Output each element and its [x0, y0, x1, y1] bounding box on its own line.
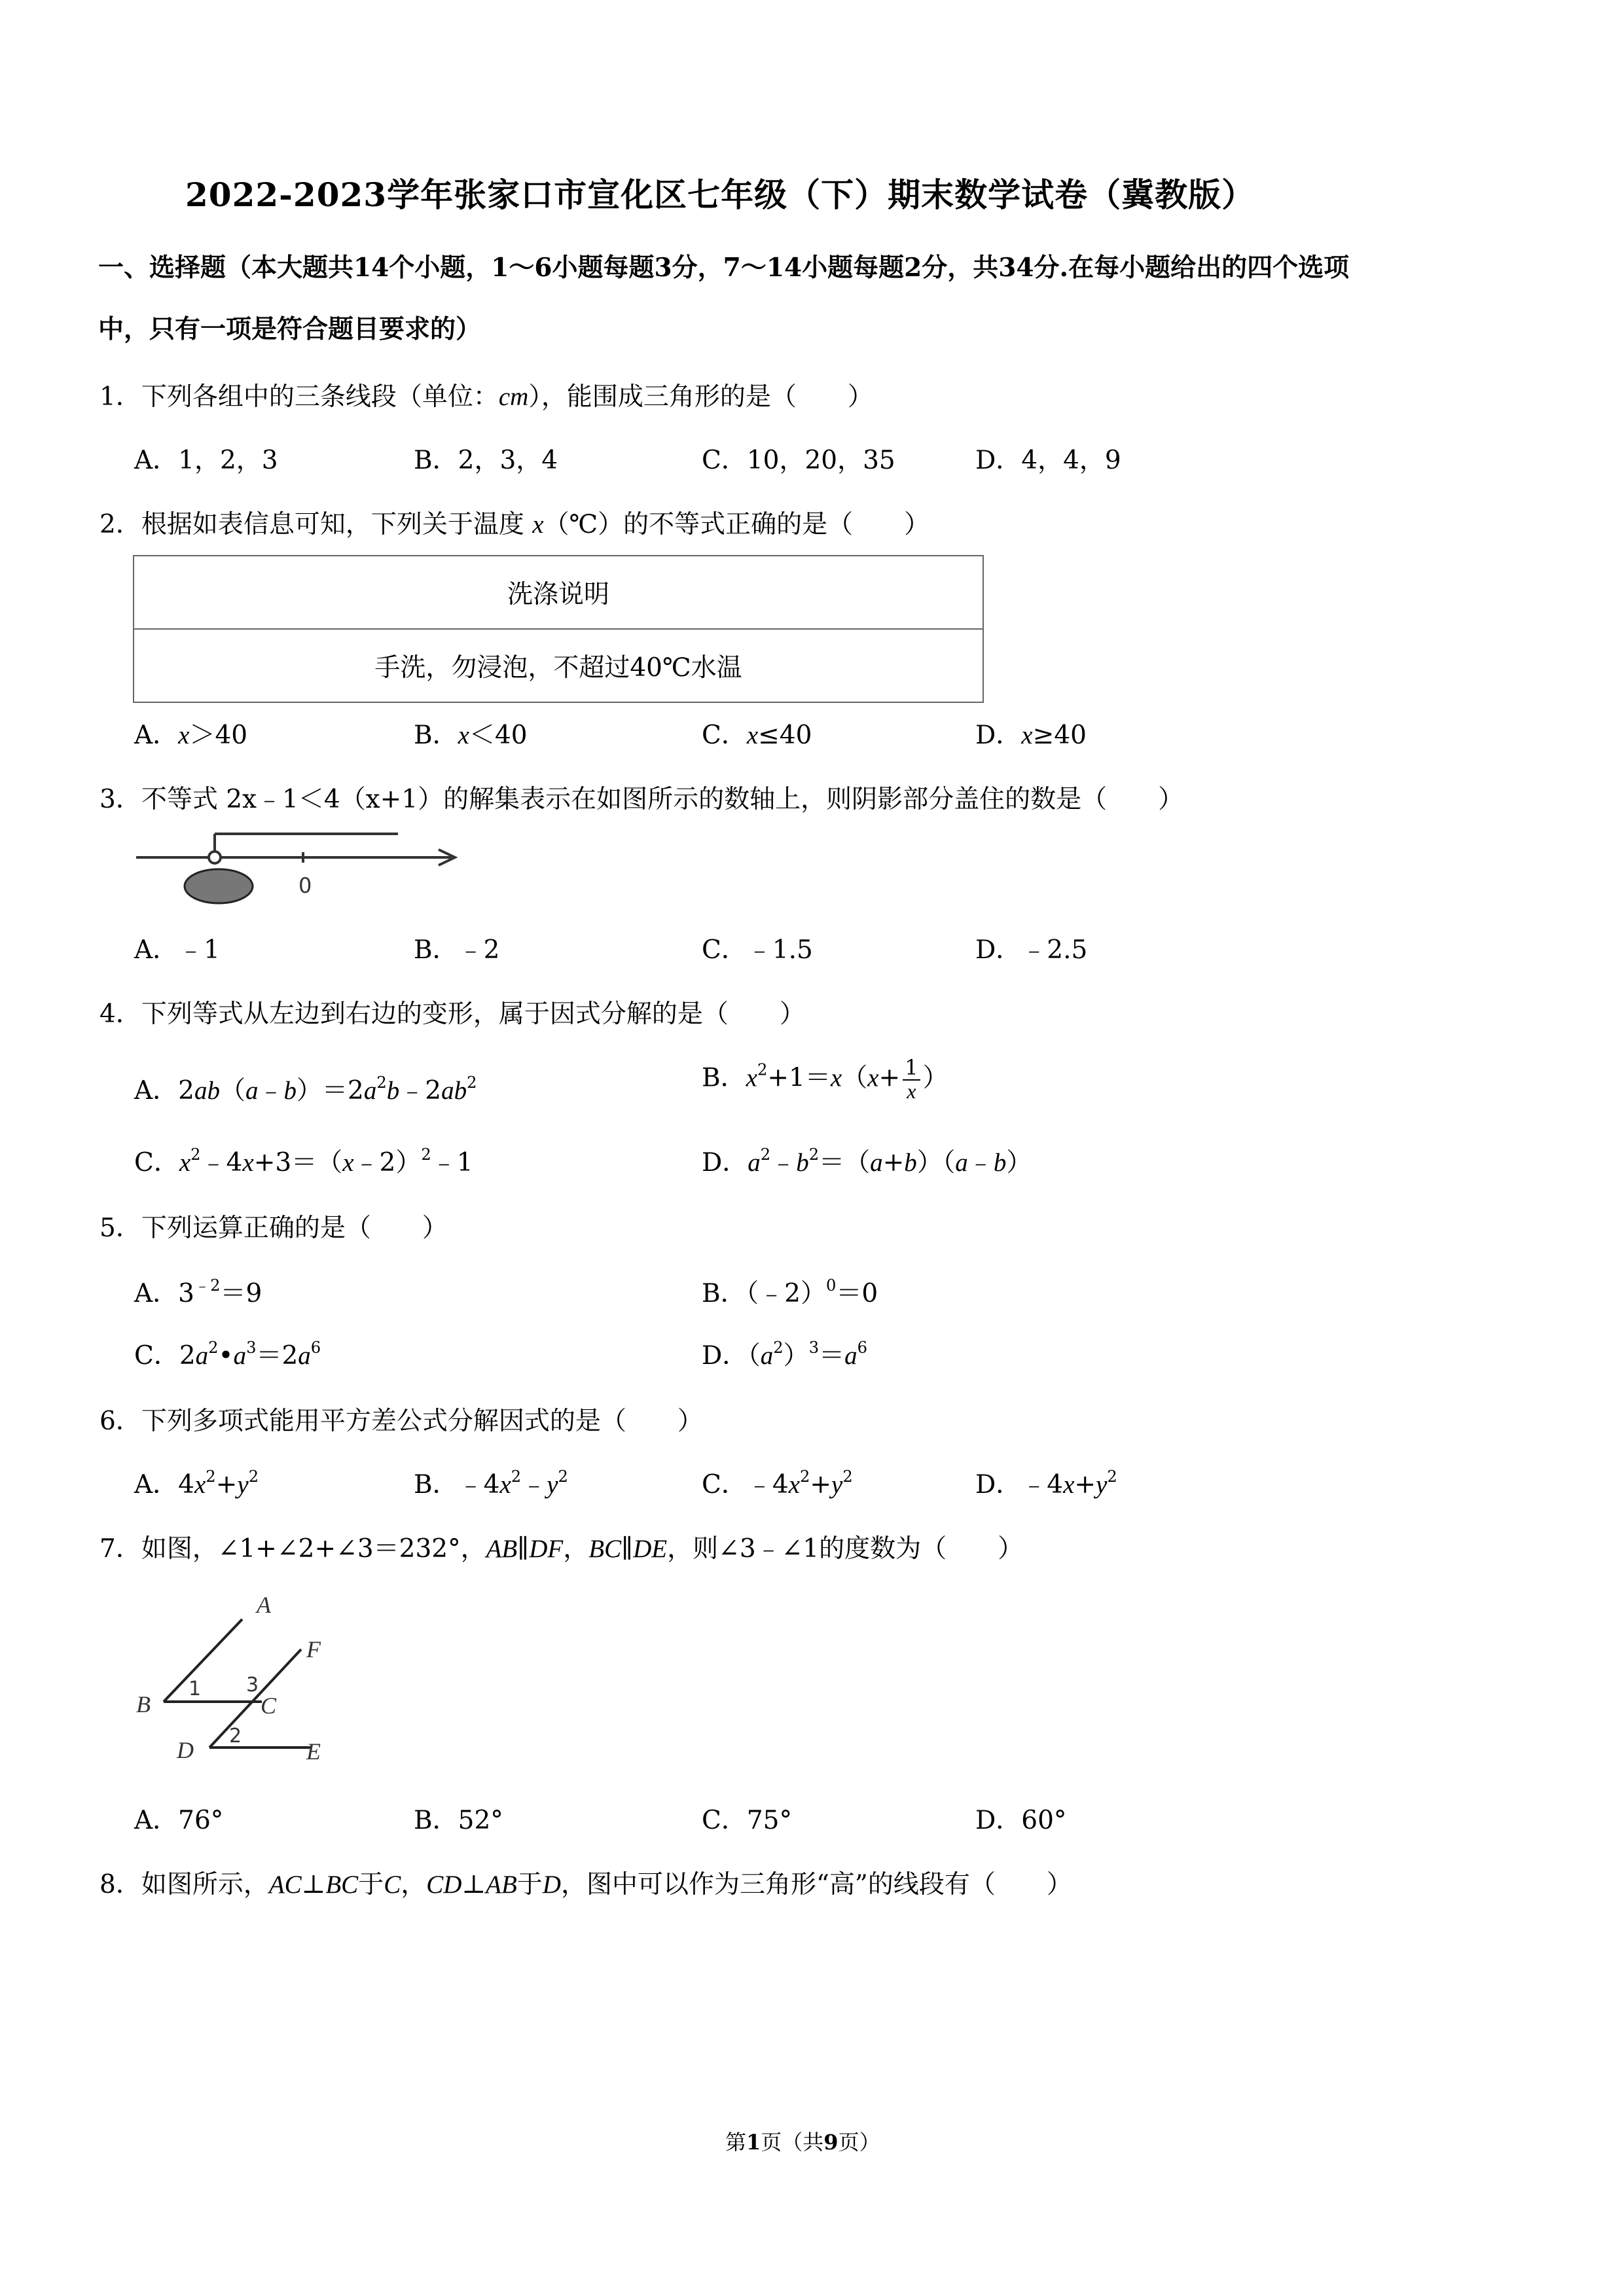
fraction-1-over-x: $\frac{1}{x}$: [903, 1057, 920, 1102]
open-circle: [209, 852, 221, 863]
q7-option-c: C．75°: [702, 1806, 792, 1835]
q4-option-a: A．$2ab(a﹣b)=2a^2b﹣2ab^2$: [134, 1073, 477, 1105]
q1-option-b: B．2，3，4: [414, 446, 558, 475]
page-title: 2022-2023学年张家口市宣化区七年级（下）期末数学试卷（冀教版）: [185, 175, 1255, 214]
question-8-stem: 8．如图所示，AC⊥BC于C，CD⊥AB于D，图中可以作为三角形“高”的线段有（ ）: [99, 1870, 1072, 1899]
line-ab: [164, 1619, 242, 1702]
q5-option-a: A．$3^{﹣2}=9$: [134, 1276, 262, 1308]
point-c-label: C: [261, 1693, 277, 1719]
q7-option-b: B．52°: [414, 1806, 503, 1835]
q3-option-d: D．﹣2.5: [975, 935, 1088, 965]
q4-option-b: B．$x^2+1=x(x+$ $\frac{1}{x}$ ）: [702, 1055, 948, 1103]
parallel-lines-figure: [124, 1584, 347, 1774]
q5-option-b: B．（﹣2）$^0$＝0: [702, 1276, 878, 1308]
q4-option-d: D．$a^2﹣b^2=(a+b)(a﹣b)$: [702, 1145, 1032, 1177]
table-body-cell: 手洗，勿浸泡，不超过40℃水温: [134, 629, 983, 702]
q5-option-d: D．$(a^2)^3=a^6$: [702, 1338, 867, 1371]
q6-option-b: B．$﹣4x^2﹣y^2$: [414, 1467, 568, 1499]
point-f-label: F: [306, 1636, 321, 1662]
q6-option-d: D．$﹣4x+y^2$: [975, 1467, 1117, 1499]
q1-option-c: C．10，20，35: [702, 446, 895, 475]
question-5-stem: 5．下列运算正确的是（ ）: [99, 1213, 448, 1243]
question-1-stem: 1．下列各组中的三条线段（单位：cm），能围成三角形的是（ ）: [99, 382, 873, 412]
table-header-cell: 洗涤说明: [134, 556, 983, 629]
q7-option-a: A．76°: [134, 1806, 224, 1835]
question-6-stem: 6．下列多项式能用平方差公式分解因式的是（ ）: [99, 1407, 703, 1436]
angle-3-label: 3: [246, 1674, 259, 1696]
q7-option-d: D．60°: [975, 1806, 1067, 1835]
question-3-stem: 3．不等式 2x﹣1＜4（x+1）的解集表示在如图所示的数轴上，则阴影部分盖住的数是（ ）: [99, 785, 1184, 814]
zero-label: 0: [298, 873, 312, 898]
q3-option-a: A．﹣1: [134, 935, 220, 965]
q3-option-c: C．﹣1.5: [702, 935, 813, 965]
q4-option-c: C．$x^2﹣4x+3=(x﹣2)^2﹣1$: [134, 1145, 473, 1177]
q6-option-a: A．$4x^2+y^2$: [134, 1467, 259, 1499]
washing-instructions-table: [133, 555, 984, 703]
point-e-label: E: [306, 1738, 321, 1765]
q2-option-d: D．x≥40: [975, 721, 1087, 750]
shaded-ellipse: [185, 869, 253, 903]
line-df: [209, 1649, 301, 1748]
point-b-label: B: [136, 1691, 151, 1717]
question-4-stem: 4．下列等式从左边到右边的变形，属于因式分解的是（ ）: [99, 999, 805, 1029]
page-footer: 第1页（共9页）: [725, 2130, 880, 2155]
number-line-figure: [131, 826, 471, 911]
question-7-stem: 7．如图，∠1+∠2+∠3＝232°，AB∥DF，BC∥DE，则∠3﹣∠1的度数为（ ）: [99, 1534, 1024, 1564]
section-heading-line1: 一、选择题（本大题共14个小题，1～6小题每题3分，7～14小题每题2分，共34分.在每小题给出的四个选项: [98, 253, 1350, 283]
q2-option-b: B．x＜40: [414, 721, 528, 750]
point-a-label: A: [257, 1592, 271, 1618]
question-2-stem: 2．根据如表信息可知，下列关于温度 x（℃）的不等式正确的是（ ）: [99, 510, 930, 539]
q1-option-a: A．1，2，3: [134, 446, 278, 475]
q3-option-b: B．﹣2: [414, 935, 500, 965]
angle-2-label: 2: [229, 1725, 242, 1748]
q5-option-c: C．$2a^2•a^3=2a^6$: [134, 1338, 321, 1371]
point-d-label: D: [177, 1737, 194, 1763]
q1-option-d: D．4，4，9: [975, 446, 1121, 475]
q2-option-a: A．x＞40: [134, 721, 248, 750]
q2-option-c: C．x≤40: [702, 721, 812, 750]
q6-option-c: C．$﹣4x^2+y^2$: [702, 1467, 853, 1499]
section-heading-line2: 中，只有一项是符合题目要求的）: [98, 314, 482, 344]
angle-1-label: 1: [189, 1677, 202, 1700]
